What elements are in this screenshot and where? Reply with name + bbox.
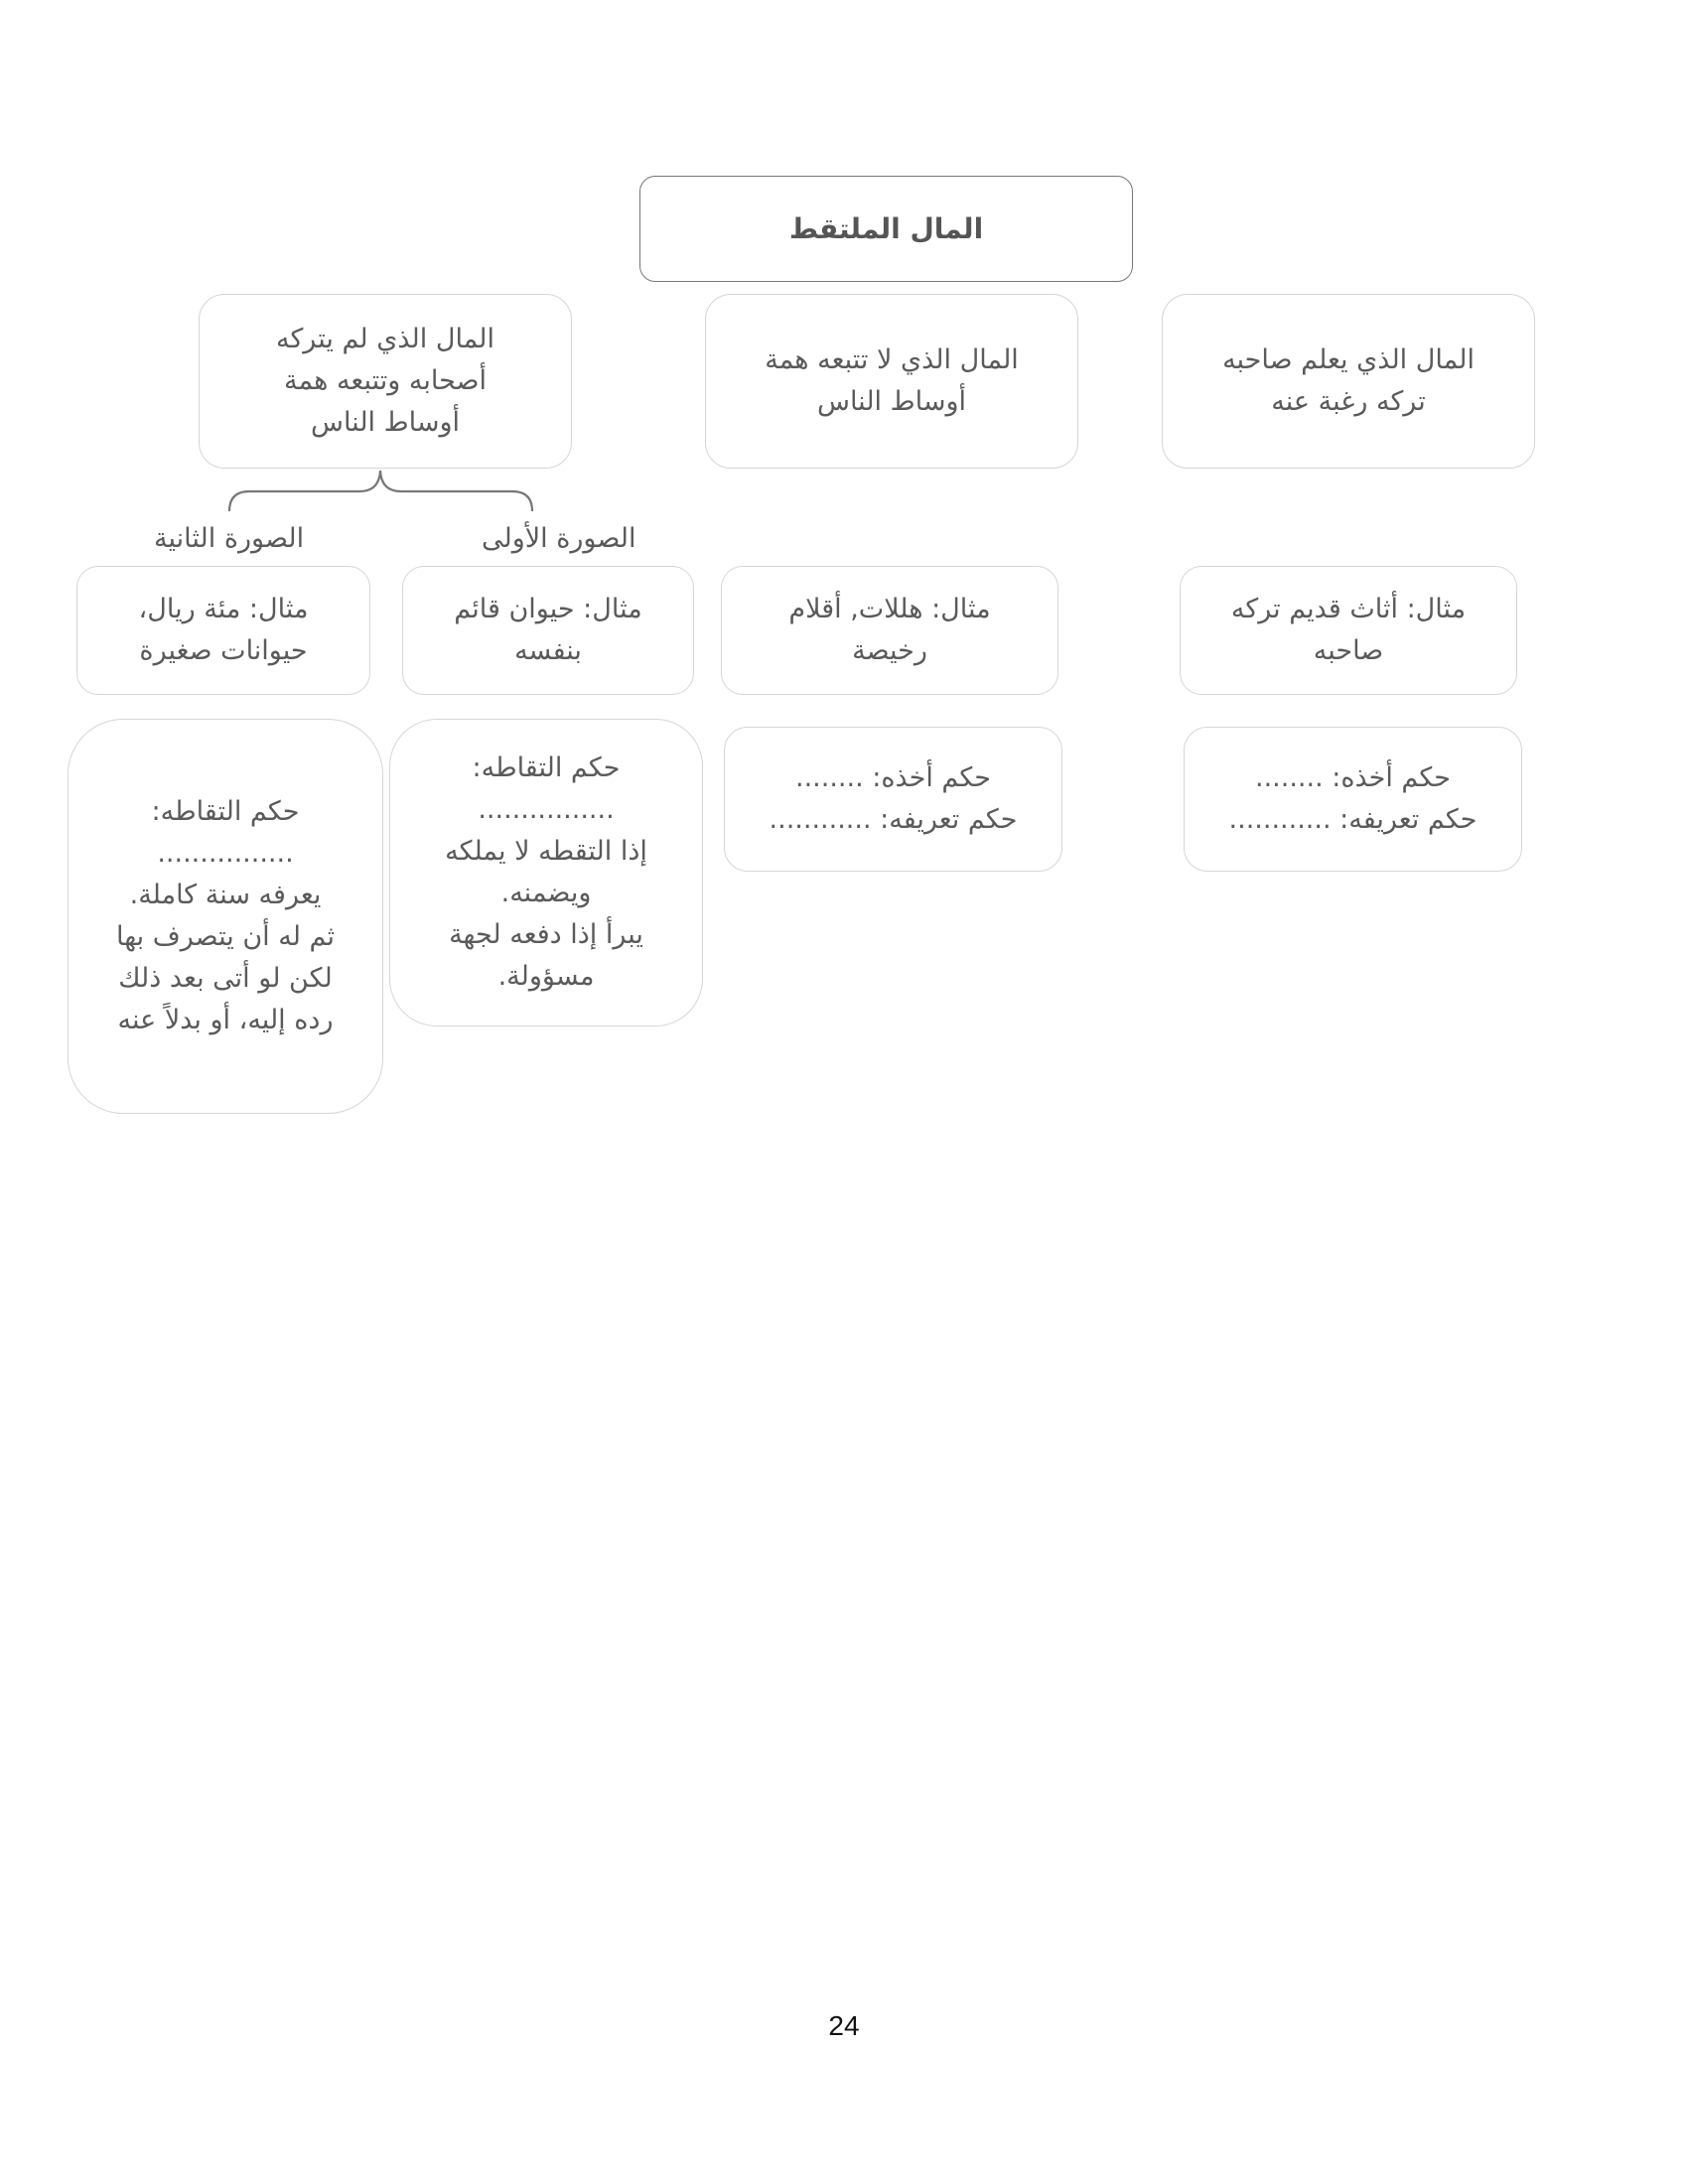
example-line: حيوانات صغيرة [139, 635, 308, 666]
rule-line: ................ [157, 838, 294, 869]
example-line: مثال: حيوان قائم [454, 594, 642, 624]
rule-line: حكم التقاطه: [472, 752, 621, 783]
rule-line: حكم التقاطه: [151, 796, 300, 827]
category-line: المال الذي لا تتبعه همة [765, 344, 1019, 375]
case-two-label: الصورة الثانية [154, 523, 305, 554]
rule-case-one [389, 719, 703, 1026]
rule-line: ................ [478, 794, 615, 825]
rule-line: حكم تعريفه: ............ [1228, 804, 1477, 835]
rule-line: ثم له أن يتصرف بها [116, 921, 335, 952]
rule-line: مسؤولة. [497, 961, 595, 992]
category-line: أوساط الناس [817, 386, 967, 417]
example-line: صاحبه [1313, 635, 1384, 666]
category-line: تركه رغبة عنه [1271, 386, 1426, 417]
example-low-value [721, 566, 1058, 695]
example-line: بنفسه [514, 635, 582, 666]
rule-line: ويضمنه. [500, 878, 592, 908]
example-line: مثال: مئة ريال، [138, 594, 309, 624]
rule-line: يبرأ إذا دفعه لجهة [449, 919, 643, 950]
rule-line: رده إليه، أو بدلاً عنه [117, 1005, 334, 1035]
rule-case-two [68, 719, 383, 1114]
rule-line: حكم أخذه: ........ [1255, 762, 1452, 793]
rule-line: إذا التقطه لا يملكه [445, 836, 647, 867]
case-one-label: الصورة الأولى [482, 523, 636, 554]
category-line: أوساط الناس [311, 407, 461, 438]
example-owner-abandoned [1180, 566, 1517, 695]
example-case-two [76, 566, 370, 695]
rule-line: حكم تعريفه: ............ [769, 804, 1018, 835]
example-case-one [402, 566, 694, 695]
category-line: المال الذي لم يتركه [275, 324, 495, 354]
rule-line: حكم أخذه: ........ [795, 762, 992, 793]
rule-line: لكن لو أتى بعد ذلك [118, 963, 333, 994]
rule-low-value [724, 727, 1062, 872]
rule-owner-abandoned [1184, 727, 1522, 872]
rule-line: يعرفه سنة كاملة. [129, 880, 322, 910]
category-line: أصحابه وتتبعه همة [284, 365, 487, 396]
diagram-title-text: المال الملتقط [788, 211, 984, 245]
example-line: رخيصة [852, 635, 927, 666]
category-line: المال الذي يعلم صاحبه [1222, 344, 1475, 375]
page-number: 24 [828, 2010, 860, 2041]
example-line: مثال: أثاث قديم تركه [1230, 594, 1467, 624]
example-line: مثال: هللات, أقلام [788, 594, 991, 624]
